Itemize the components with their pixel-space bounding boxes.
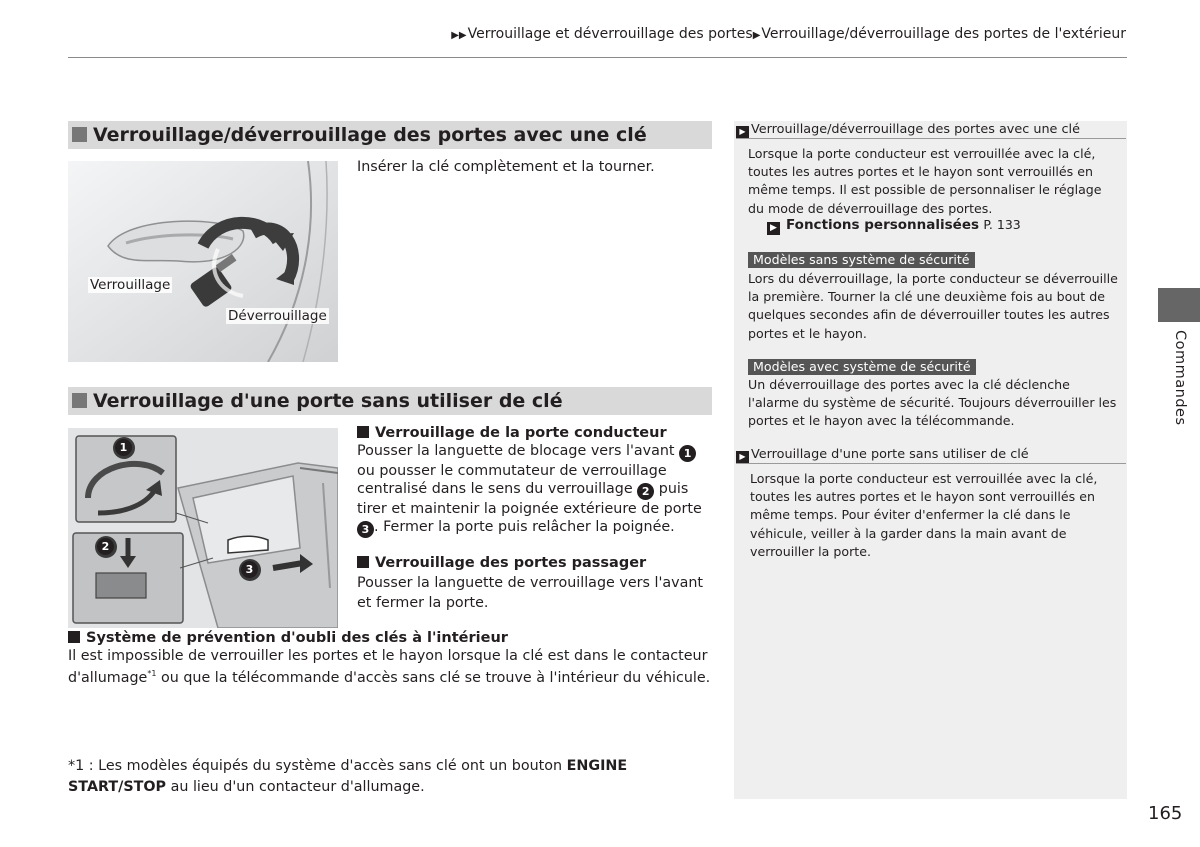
sidebar-note-key: Lorsque la porte conducteur est verrouillée avec la clé, toutes les autres portes et le hayon sont verrouillés en même temps. Il est possible de personnaliser le réglage du mode de déverrouillage des portes. xyxy=(748,146,1102,216)
reference-arrow-icon: ▶ xyxy=(767,222,780,235)
tag-without-security: Modèles sans système de sécurité xyxy=(748,252,975,268)
callout-1: 1 xyxy=(115,439,132,456)
driver-text-part: Pousser la languette de blocage vers l'avant xyxy=(357,443,680,459)
bullet-square-icon xyxy=(357,556,369,568)
sidebar-note-with-security: Un déverrouillage des portes avec la clé déclenche l'alarme du système de sécurité. Toujours déverrouiller les portes et le hayon avec la télécommande. xyxy=(748,377,1117,429)
footnote xyxy=(68,756,718,798)
sidebar-heading-key xyxy=(736,121,1126,139)
driver-door-block xyxy=(357,424,712,538)
passenger-door-heading-text: Verrouillage des portes passager xyxy=(375,555,647,571)
unlock-direction-label: Déverrouillage xyxy=(228,308,327,324)
prevention-text-part: ou que la télécommande d'accès sans clé se trouve à l'intérieur du véhicule. xyxy=(156,669,711,686)
section-title: Verrouillage d'une porte sans utiliser de clé xyxy=(93,390,563,412)
car-door-key-illustration xyxy=(68,161,338,362)
section-heading-key-lock xyxy=(68,121,712,149)
header-divider xyxy=(68,57,1127,58)
key-instruction-text: Insérer la clé complètement et la tourner. xyxy=(357,159,655,175)
chapter-tab-marker xyxy=(1158,288,1200,322)
breadcrumb-part-2: Verrouillage/déverrouillage des portes de l'extérieur xyxy=(761,26,1126,42)
sidebar-note-no-key: Lorsque la porte conducteur est verrouillée avec la clé, toutes les autres portes et le hayon sont verrouillés en même temps. Pour éviter d'enfermer la clé dans le véhicule, veiller à la garder dans la main avant de verrouiller la porte. xyxy=(750,471,1098,559)
sidebar-note-without-security: Lors du déverrouillage, la porte conducteur se déverrouille la première. Tourner la clé une deuxième fois au bout de quelques secondes afin de déverrouiller toutes les autres portes et le hayon. xyxy=(748,271,1118,341)
step-1-marker: 1 xyxy=(679,445,696,462)
no-key-lock-figure xyxy=(68,428,338,628)
driver-door-heading-text: Verrouillage de la porte conducteur xyxy=(375,425,667,441)
note-arrow-icon: ▶ xyxy=(736,126,749,138)
footnote-text-part: Les modèles équipés du système d'accès sans clé ont un bouton xyxy=(98,758,567,774)
reference-label: Fonctions personnalisées xyxy=(786,217,980,233)
prevention-text-part: Il est impossible de verrouiller les portes et le hayon lorsque la clé est dans le contacteur d'allumage xyxy=(68,648,708,686)
lock-direction-label: Verrouillage xyxy=(90,277,171,293)
passenger-door-block xyxy=(357,553,712,613)
breadcrumb-arrow-icon: ▶▶ xyxy=(451,30,467,41)
page-number: 165 xyxy=(1148,803,1183,824)
breadcrumb-arrow-icon: ▶ xyxy=(752,30,761,41)
sidebar-heading-text: Verrouillage/déverrouillage des portes avec une clé xyxy=(751,122,1080,137)
note-arrow-icon: ▶ xyxy=(736,451,749,463)
section-square-icon xyxy=(72,127,87,142)
footnote-marker: *1 : xyxy=(68,758,99,774)
reference-page: P. 133 xyxy=(983,217,1021,232)
cross-reference[interactable] xyxy=(767,217,1021,235)
breadcrumb-part-1: Verrouillage et déverrouillage des portes xyxy=(467,26,753,42)
footnote-text-part: au lieu d'un contacteur d'allumage. xyxy=(166,779,425,795)
callout-3: 3 xyxy=(241,561,258,578)
driver-text-part: ou pousser le commutateur de verrouillage centralisé dans le sens du verrouillage xyxy=(357,463,667,497)
callout-2: 2 xyxy=(97,538,114,555)
key-lock-figure xyxy=(68,161,338,362)
breadcrumb xyxy=(451,26,1126,42)
step-3-marker: 3 xyxy=(357,521,374,538)
step-2-marker: 2 xyxy=(637,483,654,500)
section-square-icon xyxy=(72,393,87,408)
bullet-square-icon xyxy=(357,426,369,438)
key-prevention-block xyxy=(68,629,718,687)
section-title: Verrouillage/déverrouillage des portes avec une clé xyxy=(93,124,647,146)
passenger-door-text: Pousser la languette de verrouillage vers l'avant et fermer la porte. xyxy=(357,575,704,611)
key-prevention-heading xyxy=(68,629,718,647)
driver-door-text xyxy=(357,442,712,538)
sidebar-heading-text: Verrouillage d'une porte sans utiliser de clé xyxy=(751,447,1029,462)
tag-with-security: Modèles avec système de sécurité xyxy=(748,359,976,375)
passenger-door-heading xyxy=(357,553,712,573)
footnote-ref: *1 xyxy=(147,669,157,678)
driver-text-part: puis tirer et maintenir la poignée extérieure de porte xyxy=(357,481,702,517)
section-heading-no-key xyxy=(68,387,712,415)
sidebar-heading-no-key xyxy=(736,446,1126,464)
engine-start-stop-label: ENGINE START/STOP xyxy=(68,758,628,795)
driver-text-part: . Fermer la porte puis relâcher la poignée. xyxy=(374,519,675,535)
chapter-tab-label: Commandes xyxy=(1172,330,1188,426)
key-prevention-heading-text: Système de prévention d'oubli des clés à l'intérieur xyxy=(86,630,508,646)
driver-door-heading xyxy=(357,424,712,442)
key-prevention-text xyxy=(68,647,718,687)
door-lock-tab-illustration xyxy=(68,428,338,628)
bullet-square-icon xyxy=(68,631,80,643)
